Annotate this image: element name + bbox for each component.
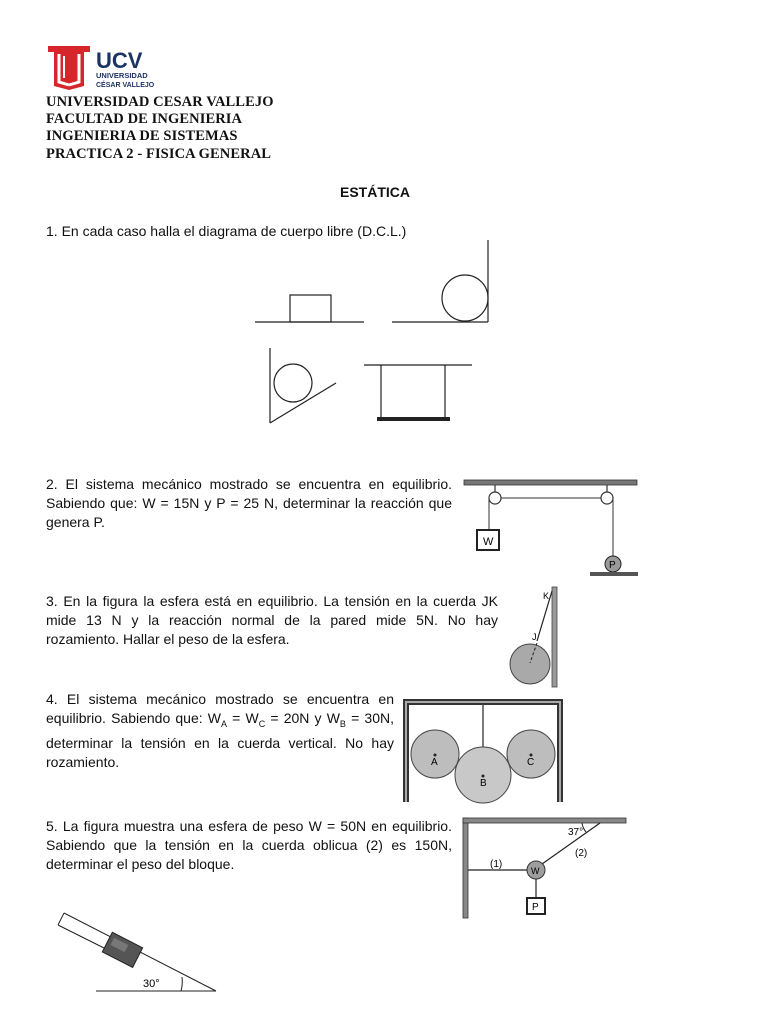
header-school: INGENIERIA DE SISTEMAS [46,128,238,144]
problem-3-text: 3. En la figura la esfera está en equilibrio. La tensión en la cuerda JK mide 13 N y la reacción normal de la pared mide 5N. No hay rozamiento. Hallar el peso de la esfera. [46,593,498,647]
problem-3-figure [505,585,575,691]
label-p: P [609,560,616,571]
pulley-left [489,485,501,504]
label-c: C [527,757,535,768]
rope [58,925,108,950]
ucv-logo-mark [46,44,168,92]
sphere [510,644,550,684]
label-a: A [431,757,438,768]
problem-4-part1: 4. El sistema mecánico mostrado se encuentra en equilibrio. Sabiendo que: W [46,691,394,726]
label-rope-1: (1) [490,859,503,870]
problem-5-figure [460,814,630,922]
wall [552,587,557,687]
ucv-logo [46,44,168,92]
problem-1-figures [250,238,500,428]
label-k: K [543,591,550,601]
logo-line2: CÉSAR VALLEJO [96,82,155,89]
label-w: W [483,536,494,548]
problem-6-figure [50,905,225,997]
label-b: B [480,778,487,789]
problem-4-sub-b: B [339,718,346,729]
ceiling [463,818,626,823]
block-on-incline [102,932,142,967]
header-university: UNIVERSIDAD CESAR VALLEJO [46,94,274,110]
left-wall [463,818,468,918]
logo-line1: UNIVERSIDAD [96,71,148,80]
problem-2-figure [462,476,642,582]
header-practice: PRACTICA 2 - FISICA GENERAL [46,146,272,162]
header-faculty: FACULTAD DE INGENIERIA [46,111,243,127]
pulley-right [601,485,613,504]
page-title: ESTÁTICA [340,184,410,200]
problem-4-text [46,690,394,772]
problem-4-figure [402,698,564,806]
label-rope-2: (2) [575,848,588,859]
label-angle-30: 30° [143,978,160,990]
problem-4-sub-a: A [221,718,228,729]
block-on-floor-figure [255,295,364,322]
problem-4-part4: = 30N, determinar la tensión en la cuerda vertical. No hay rozamiento. [46,710,394,770]
problem-4-sub-c: C [258,718,266,729]
table-figure [364,365,472,419]
sphere-in-corner-figure [392,240,488,322]
label-angle-37: 37° [568,827,584,838]
label-j: J [532,632,537,642]
sphere-on-incline-figure [270,348,336,423]
ceiling-beam [464,480,637,485]
logo-brand: UCV [96,48,143,73]
problem-1-text: 1. En cada caso halla el diagrama de cuerpo libre (D.C.L.) [46,223,407,239]
rope [489,498,613,558]
problem-2-text: 2. El sistema mecánico mostrado se encuentra en equilibrio. Sabiendo que: W = 15N y P = 25 N, determinar la reacción que genera P. [46,476,452,530]
problem-5-text: 5. La figura muestra una esfera de peso W = 50N en equilibrio. Sabiendo que la tensión en la cuerda oblicua (2) es 150N, determinar el peso del bloque. [46,818,452,872]
floor [590,572,638,576]
problem-4-part3: = 20N y W [265,710,340,726]
label-w: W [531,866,540,876]
label-p: P [532,902,539,913]
problem-4-part2: = W [227,710,259,726]
